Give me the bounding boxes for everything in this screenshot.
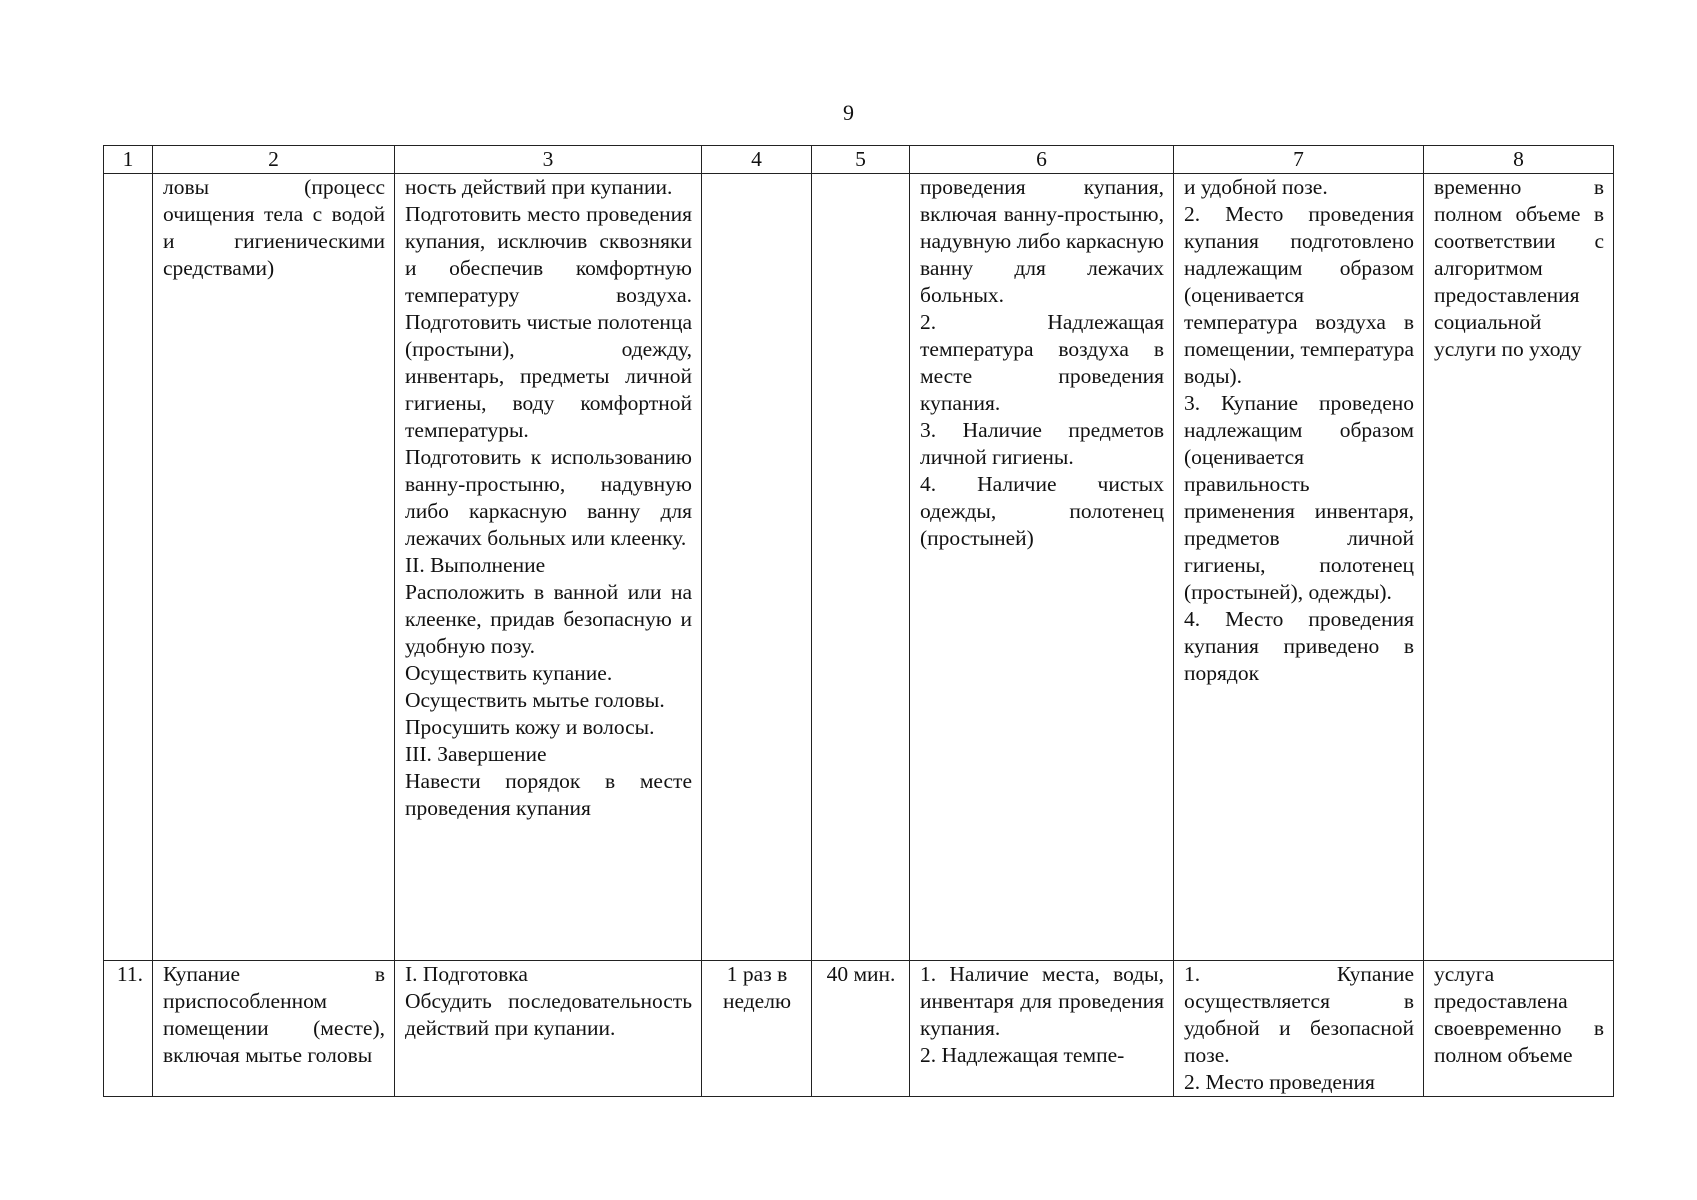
column-number: 5 (812, 146, 910, 174)
procedure-text: III. Завершение (405, 742, 547, 766)
procedure-text: I. Подготовка (405, 962, 528, 986)
services-table (103, 145, 1614, 1097)
procedure-cell (395, 174, 702, 961)
duration-cell: 40 мин. (812, 961, 910, 1097)
indicator-text: 2. Надлежащая температура воздуха в месте проведения купания. (920, 310, 1164, 415)
column-number: 4 (702, 146, 812, 174)
evaluation-criteria-cell (1174, 174, 1424, 961)
procedure-text: Навести порядок в месте проведения купания (405, 769, 692, 820)
indicator-text: 1. Наличие места, воды, инвентаря для проведения купания. (920, 962, 1164, 1040)
procedure-text: Осуществить мытье головы. (405, 688, 665, 712)
indicator-text: 2. Надлежащая темпе- (920, 1043, 1125, 1067)
page-number: 9 (843, 100, 854, 125)
quality-indicators-cell (910, 961, 1174, 1097)
procedure-cell (395, 961, 702, 1097)
indicator-text: 3. Наличие предметов личной гигиены. (920, 418, 1164, 469)
row-number-cell (104, 174, 153, 961)
row-number-cell: 11. (104, 961, 153, 1097)
criteria-text: и удобной позе. (1184, 175, 1328, 199)
procedure-text: Расположить в ванной или на клеенке, придав безопасную и удобную позу. (405, 580, 692, 658)
indicator-text: 4. Наличие чистых одежды, полотенец (простыней) (920, 472, 1164, 550)
criteria-text: 4. Место проведения купания приведено в порядок (1184, 607, 1414, 685)
column-number: 1 (104, 146, 153, 174)
procedure-text: Осуществить купание. (405, 661, 613, 685)
frequency-cell (702, 174, 812, 961)
column-number: 6 (910, 146, 1174, 174)
duration-cell (812, 174, 910, 961)
procedure-text: Обсудить последовательность действий при купании. (405, 989, 692, 1040)
evaluation-criteria-cell (1174, 961, 1424, 1097)
result-cell: временно в полном объеме в соответствии с алгоритмом предоставления социальной услуги по уходу (1424, 174, 1614, 961)
table-row (104, 961, 1614, 1097)
table-row (104, 174, 1614, 961)
procedure-text: Просушить кожу и волосы. (405, 715, 655, 739)
criteria-text: 3. Купание проведено надлежащим образом (оценивается правильность применения инвентаря, предметов личной гигиены, полотенец (простыней), одежды). (1184, 391, 1414, 604)
result-cell: услуга предоставлена своевременно в полном объеме (1424, 961, 1614, 1097)
column-number: 3 (395, 146, 702, 174)
service-name-cell: Купание в приспособленном помещении (месте), включая мытье головы (153, 961, 395, 1097)
quality-indicators-cell (910, 174, 1174, 961)
service-name-cell: ловы (процесс очищения тела с водой и гигиеническими средствами) (153, 174, 395, 961)
procedure-text: Подготовить к использованию ванну-простыню, надувную либо каркасную ванну для лежачих больных или клеенку. (405, 445, 692, 550)
indicator-text: проведения купания, включая ванну-простыню, надувную либо каркасную ванну для лежачих больных. (920, 175, 1164, 307)
procedure-text: ность действий при купании. (405, 175, 673, 199)
criteria-text: 2. Место проведения (1184, 1070, 1375, 1094)
frequency-cell: 1 раз в неделю (702, 961, 812, 1097)
criteria-text: 1. Купание осуществляется в удобной и безопасной позе. (1184, 962, 1414, 1067)
criteria-text: 2. Место проведения купания подготовлено надлежащим образом (оценивается температура воздуха в помещении, температура воды). (1184, 202, 1414, 388)
procedure-text: Подготовить место проведения купания, исключив сквозняки и обеспечив комфортную температуру воздуха. Подготовить чистые полотенца (простыни), одежду, инвентарь, предметы личной гигиены, воду комфортной температуры. (405, 202, 692, 442)
column-number: 7 (1174, 146, 1424, 174)
column-number: 8 (1424, 146, 1614, 174)
procedure-text: II. Выполнение (405, 553, 546, 577)
column-number-row (104, 146, 1614, 174)
column-number: 2 (153, 146, 395, 174)
